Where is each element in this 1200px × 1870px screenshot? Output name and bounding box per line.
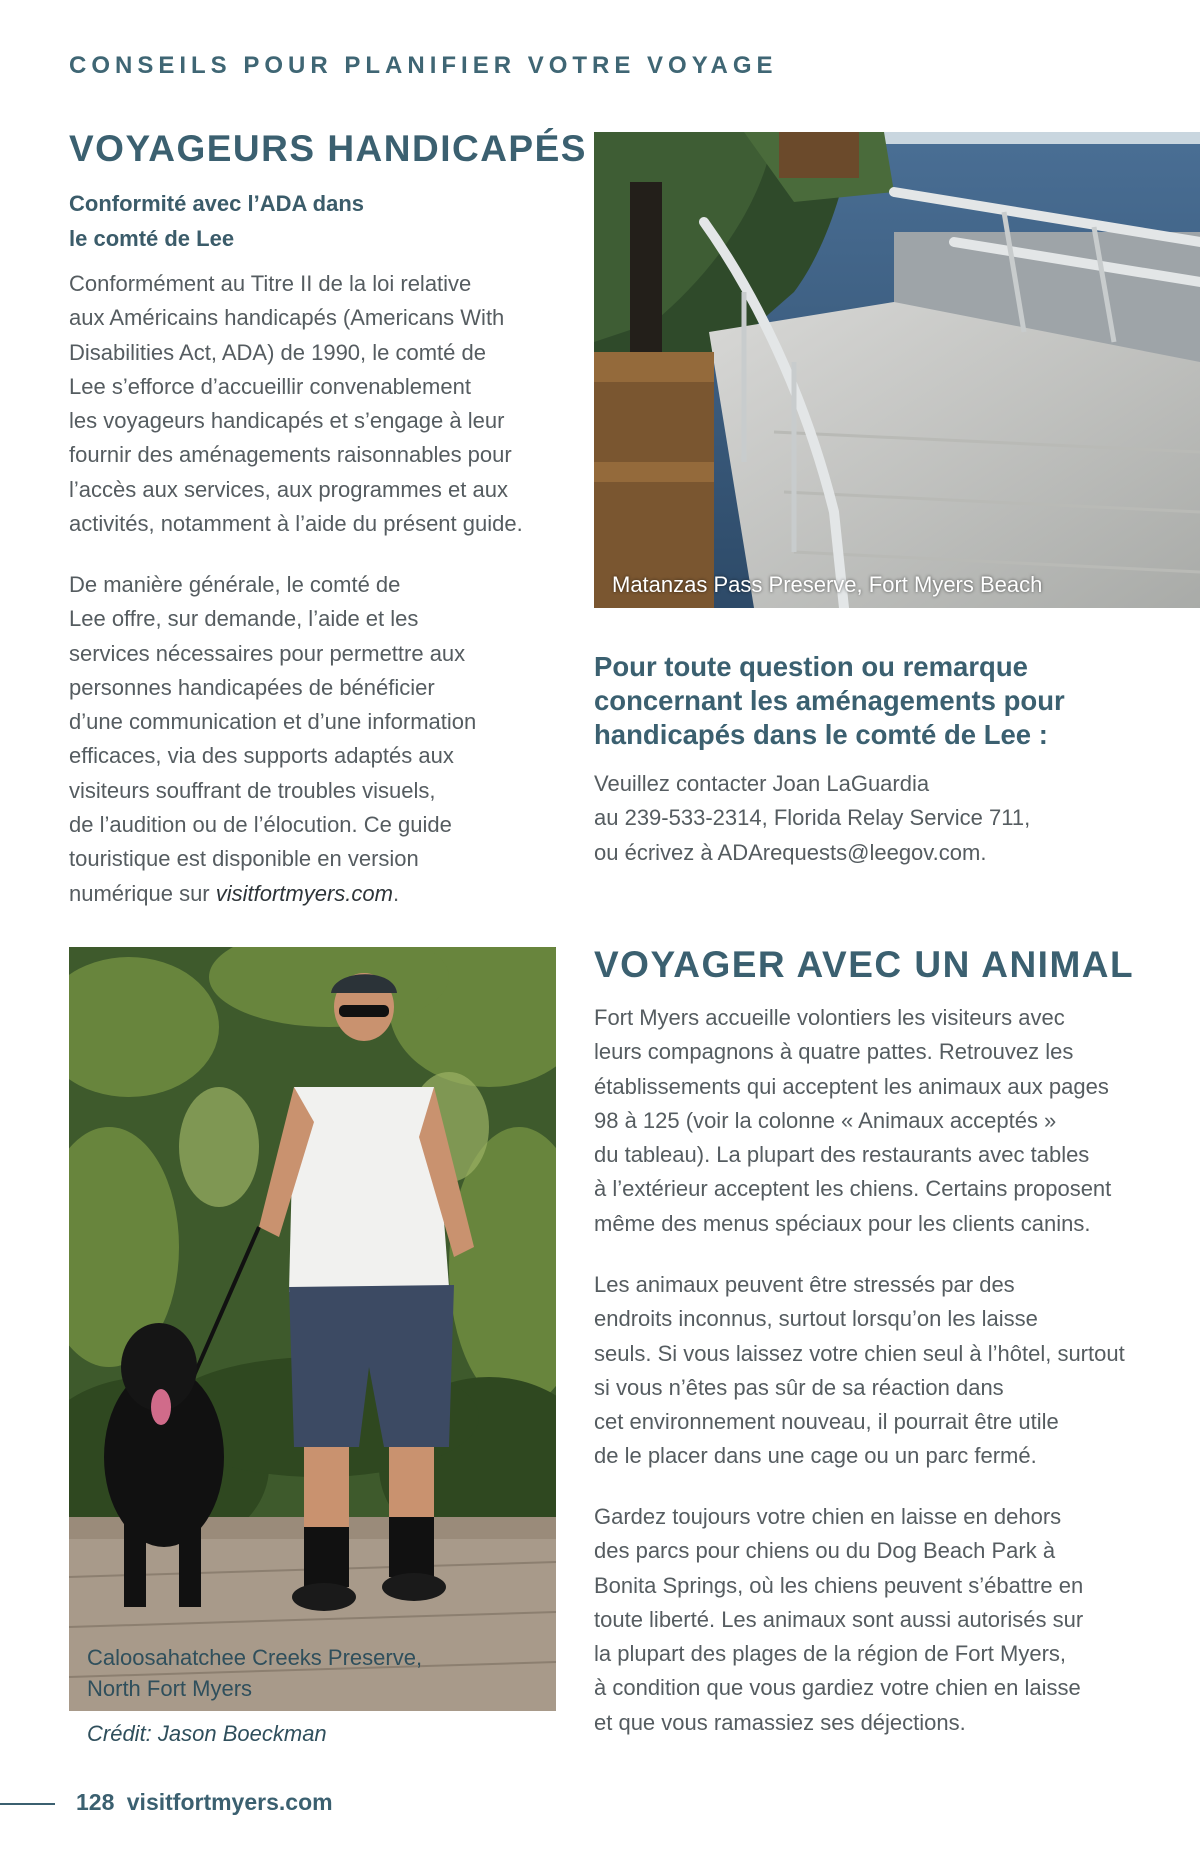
dock-illustration — [594, 132, 1200, 608]
text-line: Lee offre, sur demande, l’aide et les — [69, 606, 419, 632]
ada-paragraph-1 — [69, 267, 569, 541]
text-line: endroits inconnus, surtout lorsqu’on les laisse — [594, 1306, 1038, 1332]
footer-site-link[interactable]: visitfortmyers.com — [126, 1789, 333, 1815]
text-line: Disabilities Act, ADA) de 1990, le comté de — [69, 339, 486, 365]
text-line: seuls. Si vous laissez votre chien seul à l’hôtel, surtout — [594, 1340, 1125, 1366]
text-line: visiteurs souffrant de troubles visuels, — [69, 777, 436, 803]
caption-line: Caloosahatchee Creeks Preserve, — [87, 1645, 423, 1670]
caption-line: North Fort Myers — [87, 1676, 253, 1701]
question-line: handicapés dans le comté de Lee : — [594, 719, 1048, 750]
text-line: de le placer dans une cage ou un parc fermé. — [594, 1443, 1037, 1469]
contact-question — [594, 650, 1154, 752]
text-line: Conformément au Titre II de la loi relative — [69, 271, 472, 296]
ada-subtitle — [69, 186, 519, 256]
dog-photo-caption — [87, 1642, 422, 1704]
text-line: même des menus spéciaux pour les clients canins. — [594, 1210, 1091, 1236]
contact-details — [594, 767, 1154, 870]
text-line: ou écrivez à ADArequests@leegov.com. — [594, 839, 987, 865]
text-line: du tableau). La plupart des restaurants avec tables — [594, 1142, 1090, 1168]
text-line: et que vous ramassiez ses déjections. — [594, 1709, 966, 1735]
question-line: Pour toute question ou remarque — [594, 651, 1028, 682]
text-line: à l’extérieur acceptent les chiens. Certains proposent — [594, 1176, 1112, 1202]
text-line: personnes handicapées de bénéficier — [69, 674, 435, 700]
text-line: Fort Myers accueille volontiers les visiteurs avec — [594, 1005, 1065, 1030]
text-line: les voyageurs handicapés et s’engage à leur — [69, 408, 505, 434]
ada-subtitle-line: le comté de Lee — [69, 226, 235, 251]
dog-walk-photo — [69, 947, 556, 1711]
page-number: 128 — [76, 1789, 115, 1815]
text-line: établissements qui acceptent les animaux aux pages — [594, 1073, 1109, 1099]
dog-walk-illustration — [69, 947, 556, 1711]
pets-paragraph-1 — [594, 1001, 1174, 1241]
text-line: activités, notamment à l’aide du présent guide. — [69, 511, 523, 537]
text-line: de l’audition ou de l’élocution. Ce guide — [69, 812, 452, 838]
text-line: efficaces, via des supports adaptés aux — [69, 743, 454, 769]
text-line: l’accès aux services, aux programmes et aux — [69, 476, 508, 502]
photo-credit: Crédit: Jason Boeckman — [87, 1721, 327, 1746]
text-line: la plupart des plages de la région de Fort Myers, — [594, 1641, 1067, 1667]
text-line: au 239-533-2314, Florida Relay Service 711, — [594, 805, 1031, 831]
text-line: touristique est disponible en version — [69, 846, 419, 872]
page-footer — [76, 1789, 333, 1816]
text-line: si vous n’êtes pas sûr de sa réaction dans — [594, 1374, 1004, 1400]
dock-photo — [594, 132, 1200, 608]
text-line: 98 à 125 (voir la colonne « Animaux acceptés » — [594, 1107, 1057, 1133]
website-link[interactable]: visitfortmyers.com — [215, 880, 393, 906]
text-line: des parcs pour chiens ou du Dog Beach Park à — [594, 1538, 1056, 1564]
text-line: cet environnement nouveau, il pourrait être utile — [594, 1409, 1059, 1435]
ada-subtitle-line: Conformité avec l’ADA dans — [69, 191, 365, 216]
pets-paragraph-3 — [594, 1500, 1174, 1740]
text-fragment: . — [393, 880, 400, 906]
dock-photo-caption: Matanzas Pass Preserve, Fort Myers Beach — [612, 572, 1043, 597]
text-line: aux Américains handicapés (Americans With — [69, 305, 505, 331]
ada-paragraph-2 — [69, 568, 569, 911]
text-line: toute liberté. Les animaux sont aussi autorisés sur — [594, 1606, 1084, 1632]
text-line: services nécessaires pour permettre aux — [69, 640, 466, 666]
text-line: Les animaux peuvent être stressés par des — [594, 1272, 1015, 1297]
pets-paragraph-2 — [594, 1268, 1174, 1474]
question-line: concernant les aménagements pour — [594, 685, 1065, 716]
text-line: Lee s’efforce d’accueillir convenablement — [69, 373, 471, 399]
text-line: De manière générale, le comté de — [69, 572, 401, 597]
text-line: à condition que vous gardiez votre chien en laisse — [594, 1675, 1081, 1701]
text-line: d’une communication et d’une information — [69, 709, 477, 735]
text-line — [69, 877, 569, 911]
pets-title: VOYAGER AVEC UN ANIMAL — [594, 944, 1135, 985]
text-fragment: numérique sur — [69, 880, 216, 906]
text-line: fournir des aménagements raisonnables pour — [69, 442, 512, 468]
text-line: Gardez toujours votre chien en laisse en dehors — [594, 1504, 1062, 1529]
text-line: leurs compagnons à quatre pattes. Retrouvez les — [594, 1039, 1074, 1065]
text-line: Bonita Springs, où les chiens peuvent s’ébattre en — [594, 1572, 1084, 1598]
text-line: Veuillez contacter Joan LaGuardia — [594, 771, 930, 796]
section-kicker: CONSEILS POUR PLANIFIER VOTRE VOYAGE — [69, 52, 778, 79]
footer-rule — [0, 1803, 55, 1805]
ada-title: VOYAGEURS HANDICAPÉS — [69, 128, 587, 169]
